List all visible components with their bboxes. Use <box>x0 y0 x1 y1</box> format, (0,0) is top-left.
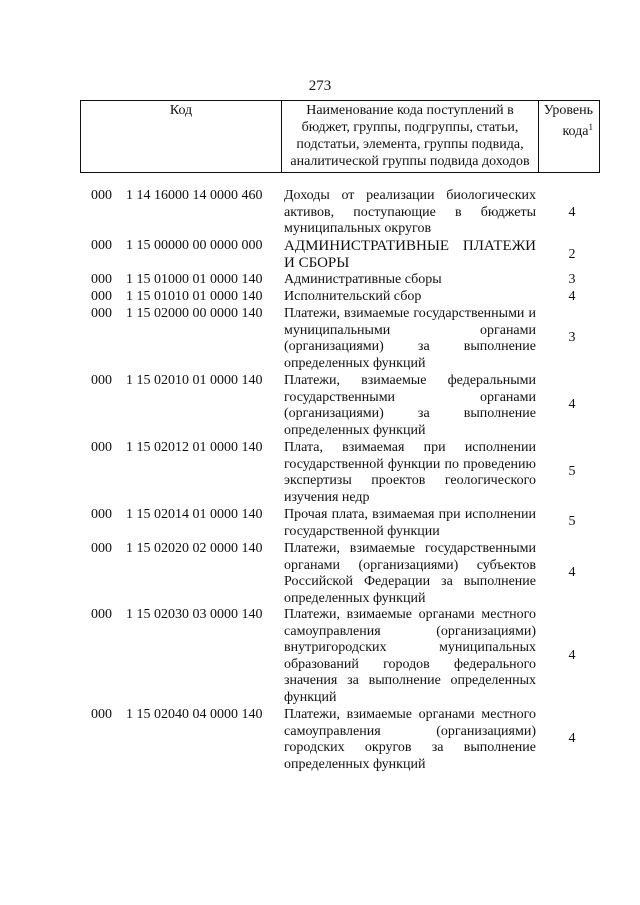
row-code: 1 15 02030 03 0000 140 <box>126 607 263 622</box>
row-prefix: 000 <box>91 707 112 722</box>
row-code: 1 15 02012 01 0000 140 <box>126 440 263 455</box>
row-name: Платежи, взимаемые государственными и муниципальными органами (организациями) за выполнение определенных функций <box>284 306 536 371</box>
row-code: 1 14 16000 14 0000 460 <box>126 188 263 203</box>
row-code: 1 15 01000 01 0000 140 <box>126 272 263 287</box>
row-level: 5 <box>568 514 576 529</box>
row-prefix: 000 <box>91 289 112 304</box>
row-name: Платежи, взимаемые органами местного самоуправления (организациями) городских округов за выполнение определенных функций <box>284 707 536 772</box>
row-level: 5 <box>568 464 576 479</box>
row-level: 4 <box>568 648 576 663</box>
row-name: Платежи, взимаемые федеральными государственными органами (организациями) за выполнение определенных функций <box>284 373 536 438</box>
row-level: 4 <box>568 205 576 220</box>
row-prefix: 000 <box>91 440 112 455</box>
row-prefix: 000 <box>91 188 112 203</box>
header-name-label: Наименование кода поступлений в бюджет, группы, подгруппы, статьи, подстатьи, элемента, группы подвида, аналитической группы подвида доходов <box>290 103 530 169</box>
row-prefix: 000 <box>91 507 112 522</box>
header-level-footnote: 1 <box>588 122 593 132</box>
row-level: 4 <box>568 289 576 304</box>
row-code: 1 15 00000 00 0000 000 <box>126 238 263 253</box>
row-name: Доходы от реализации биологических активов, поступающие в бюджеты муниципальных округов <box>284 188 536 236</box>
row-code: 1 15 02000 00 0000 140 <box>126 306 263 321</box>
row-level: 4 <box>568 731 576 746</box>
row-level: 4 <box>568 397 576 412</box>
row-code: 1 15 02040 04 0000 140 <box>126 707 263 722</box>
row-name: Прочая плата, взимаемая при исполнении государственной функции <box>284 507 536 539</box>
row-code: 1 15 02010 01 0000 140 <box>126 373 263 388</box>
row-name: Платежи, взимаемые органами местного самоуправления (организациями) внутригородских муниципальных образований городов федерального значения за выполнение определенных функций <box>284 607 536 705</box>
row-level: 3 <box>568 272 576 287</box>
row-prefix: 000 <box>91 238 112 253</box>
row-code: 1 15 02014 01 0000 140 <box>126 507 263 522</box>
row-prefix: 000 <box>91 607 112 622</box>
row-name: Административные сборы <box>284 272 442 287</box>
row-name: Платежи, взимаемые государственными органами (организациями) субъектов Российской Федерации за выполнение определенных функций <box>284 541 536 606</box>
row-level: 3 <box>568 330 576 345</box>
row-prefix: 000 <box>91 306 112 321</box>
row-prefix: 000 <box>91 373 112 388</box>
page-number: 273 <box>308 78 332 94</box>
row-prefix: 000 <box>91 272 112 287</box>
header-level-label: Уровень кода <box>543 103 593 139</box>
row-prefix: 000 <box>91 541 112 556</box>
row-code: 1 15 01010 01 0000 140 <box>126 289 263 304</box>
row-code: 1 15 02020 02 0000 140 <box>126 541 263 556</box>
row-level: 2 <box>568 247 576 262</box>
header-code-label: Код <box>169 103 193 118</box>
row-name: АДМИНИСТРАТИВНЫЕ ПЛАТЕЖИ И СБОРЫ <box>284 238 536 271</box>
row-name: Исполнительский сбор <box>284 289 422 304</box>
row-level: 4 <box>568 565 576 580</box>
row-name: Плата, взимаемая при исполнении государственной функции по проведению экспертизы проектов геологического изучения недр <box>284 440 536 505</box>
